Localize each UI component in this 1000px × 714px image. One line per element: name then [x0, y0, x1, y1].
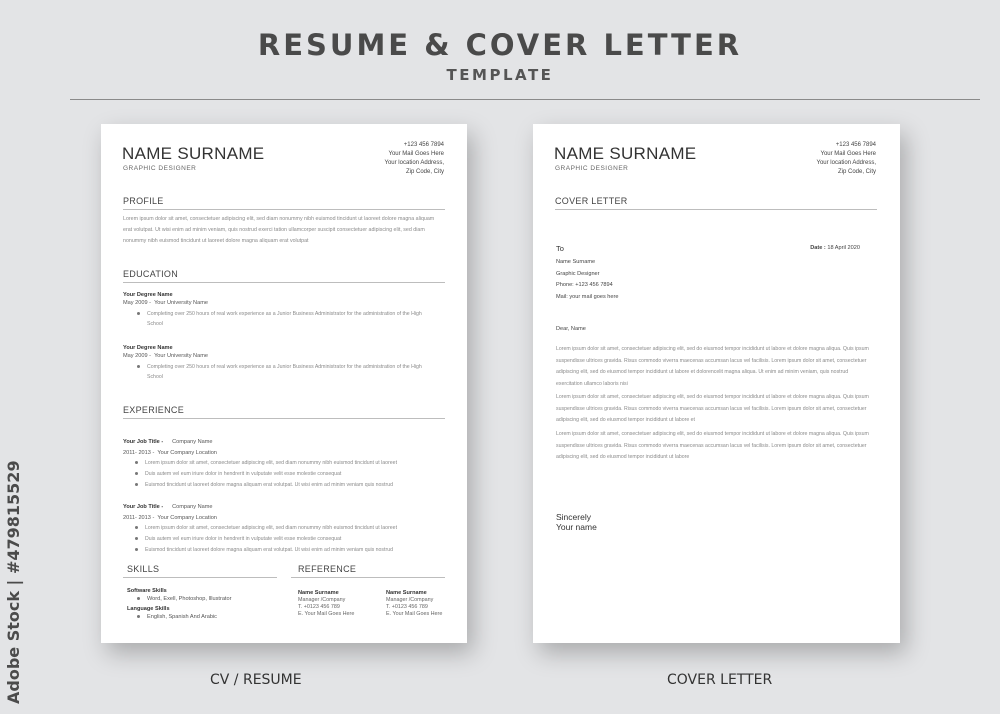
- bullet-dot: [135, 548, 138, 551]
- education-heading: EDUCATION: [123, 269, 179, 279]
- job-title-line: [123, 495, 445, 513]
- cover-letter-page: [533, 124, 900, 643]
- resume-name: NAME SURNAME: [122, 144, 265, 163]
- recipient-mail: Mail: your mail goes here: [556, 293, 619, 300]
- job-bullet: Duis autem vel eum iriure dolor in hendrerit in vulputate velit esse molestie consequat: [123, 534, 445, 544]
- reference-email: E. Your Mail Goes Here: [386, 611, 443, 617]
- cover-letter-heading: COVER LETTER: [555, 196, 628, 206]
- experience-heading: EXPERIENCE: [123, 405, 185, 415]
- bullet-dot: [135, 483, 138, 486]
- job-bullet: Lorem ipsum dolor sit amet, consectetuer adipiscing elit, sed diam nonummy nibh euismod tincidunt ut laoreet: [123, 458, 445, 468]
- recipient-phone: Phone: +123 456 7894: [556, 282, 613, 288]
- company-location: Your Company Location: [157, 450, 217, 456]
- contact-email: Your Mail Goes Here: [388, 151, 444, 157]
- contact-phone: +123 456 7894: [403, 142, 444, 148]
- reference-phone: T. +0123 456 789: [386, 604, 428, 610]
- job-title: Your Job Title -: [123, 439, 164, 445]
- letter-contact-block: [817, 141, 876, 177]
- education-bullet: Completing over 250 hours of real work experience as a Junior Business Administrator for the administration of the High School: [123, 309, 443, 329]
- skill-group-value: Word, Exell, Photoshop, Illustrator: [127, 596, 231, 602]
- bullet-dot: [135, 526, 138, 529]
- letter-signature: Your name: [556, 522, 597, 532]
- job-title: Your Job Title -: [123, 504, 164, 510]
- experience-entry: [123, 430, 445, 490]
- job-date: 2011- 2013 -: [123, 450, 155, 456]
- profile-heading: PROFILE: [123, 196, 164, 206]
- contact-phone: +123 456 7894: [835, 142, 876, 148]
- profile-rule: [123, 209, 445, 210]
- date-label: Date :: [810, 245, 826, 251]
- contact-address: Your location Address,: [816, 160, 876, 166]
- skill-group-name: Language Skills: [127, 606, 170, 612]
- reference-name: Name Surname: [298, 590, 339, 596]
- job-date-line: [123, 515, 445, 521]
- education-rule: [123, 282, 445, 283]
- degree-name: Your Degree Name: [123, 345, 173, 351]
- letter-paragraph: Lorem ipsum dolor sit amet, consectetuer adipiscing elit, sed do eiusmod tempor incididunt ut labore et dolore magna aliqua. Quis ipsum suspendisse ultrices gravida. Risus commodo viverra maecenas accumsan lacus vel facilisis. Lorem ipsum dolor sit amet, consectetuer adipiscing elit, sed do eiusmod tempor incididunt ut labore et: [556, 394, 869, 423]
- company-location: Your Company Location: [157, 515, 217, 521]
- job-bullet: Duis autem vel eum iriure dolor in hendrerit in vulputate velit esse molestie consequat: [123, 469, 445, 479]
- skill-group-value: English, Spanish And Arabic: [127, 614, 231, 620]
- contact-address: Your location Address,: [384, 160, 444, 166]
- reference-name: Name Surname: [386, 590, 427, 596]
- reference-heading: REFERENCE: [298, 564, 357, 574]
- main-title: RESUME & COVER LETTER: [257, 28, 743, 62]
- job-bullet: Euismod tincidunt ut laoreet dolore magna aliquam erat volutpat. Ut wisi enim ad minim veniam quis nostrud: [123, 545, 445, 555]
- to-label: To: [556, 244, 564, 253]
- degree-date-line: [123, 353, 443, 359]
- reference-position: Manager /Company: [386, 597, 434, 603]
- letter-name: NAME SURNAME: [554, 144, 697, 163]
- experience-rule: [123, 418, 445, 419]
- skills-rule: [123, 577, 277, 578]
- bullet-dot: [135, 461, 138, 464]
- title-divider: [70, 99, 980, 100]
- bullet-dot: [137, 312, 140, 315]
- degree-date: May 2009 -: [123, 353, 151, 359]
- experience-entry: [123, 495, 445, 555]
- reference-person: [298, 590, 354, 618]
- reference-position: Manager /Company: [298, 597, 346, 603]
- education-bullet: Completing over 250 hours of real work experience as a Junior Business Administrator for the administration of the High School: [123, 362, 443, 382]
- university-name: Your University Name: [154, 353, 208, 359]
- company-name: Company Name: [172, 439, 213, 445]
- education-entry: [123, 292, 443, 329]
- recipient-name: Name Surname: [556, 259, 596, 265]
- stock-watermark-text: Adobe Stock | #479815529: [4, 460, 23, 704]
- resume-page: [101, 124, 467, 643]
- recipient-block: [556, 257, 619, 303]
- university-name: Your University Name: [154, 300, 208, 306]
- letter-paragraph: Lorem ipsum dolor sit amet, consectetuer adipiscing elit, sed do eiusmod tempor incididunt ut labore et dolore magna aliqua. Quis ipsum suspendisse ultrices gravida. Risus commodo viverra maecenas accumsan lacus vel facilisis. Lorem ipsum dolor sit amet, consectetuer adipiscing elit, sed do eiusmod tempor incididunt ut labore et dolorencelit magna aliqua. Ut enim ad minim veniam, quis nostrud exercitation ullamco laboris nisi: [556, 346, 869, 387]
- salutation: Dear, Name: [556, 326, 586, 332]
- letter-closing: Sincerely: [556, 512, 591, 522]
- resume-contact-block: [385, 141, 444, 177]
- skill-group-name: Software Skills: [127, 588, 167, 594]
- date-value: 18 April 2020: [827, 245, 860, 251]
- job-bullet: Euismod tincidunt ut laoreet dolore magna aliquam erat volutpat. Ut wisi enim ad minim veniam quis nostrud: [123, 480, 445, 490]
- letter-paragraph: Lorem ipsum dolor sit amet, consectetuer adipiscing elit, sed do eiusmod tempor incididunt ut labore et dolore magna aliqua. Quis ipsum suspendisse ultrices gravida. Risus commodo viverra maecenas accumsan lacus vel facilisis. Lorem ipsum dolor sit amet, consectetuer adipiscing elit, sed do eiusmod tempor incididunt ut labore: [556, 431, 869, 460]
- bullet-dot: [137, 365, 140, 368]
- company-name: Company Name: [172, 504, 213, 510]
- resume-caption: CV / RESUME: [210, 672, 302, 688]
- degree-name: Your Degree Name: [123, 292, 173, 298]
- job-date-line: [123, 450, 445, 456]
- skills-heading: SKILLS: [127, 564, 160, 574]
- bullet-dot: [137, 597, 140, 600]
- contact-city: Zip Code, City: [837, 169, 876, 175]
- letter-date: [810, 245, 860, 251]
- bullet-dot: [137, 615, 140, 618]
- reference-person: [386, 590, 442, 618]
- education-entry: [123, 345, 443, 382]
- recipient-title: Graphic Designer: [556, 270, 600, 277]
- reference-phone: T. +0123 456 789: [298, 604, 340, 610]
- reference-email: E. Your Mail Goes Here: [298, 611, 355, 617]
- job-title-line: [123, 430, 445, 448]
- job-bullet: Lorem ipsum dolor sit amet, consectetuer adipiscing elit, sed diam nonummy nibh euismod tincidunt ut laoreet: [123, 523, 445, 533]
- cover-letter-rule: [555, 209, 877, 210]
- contact-city: Zip Code, City: [405, 169, 444, 175]
- skills-list: [127, 588, 231, 620]
- resume-role: GRAPHIC DESIGNER: [123, 165, 197, 172]
- job-date: 2011- 2013 -: [123, 515, 155, 521]
- degree-date: May 2009 -: [123, 300, 151, 306]
- contact-email: Your Mail Goes Here: [820, 151, 876, 157]
- sub-title: TEMPLATE: [446, 66, 554, 84]
- bullet-dot: [135, 537, 138, 540]
- letter-role: GRAPHIC DESIGNER: [555, 165, 629, 172]
- reference-rule: [291, 577, 445, 578]
- profile-text: Lorem ipsum dolor sit amet, consectetuer adipiscing elit, sed diam nonummy nibh euismod tincidunt ut laoreet dolore magna aliquam erat volutpat. Ut wisi enim ad minim veniam, quis nostrud exerci tation ullamcorper suscipit consectetuer adipiscing elit, sed diam nonummy nibh euismod tincidunt ut laoreet dolore magna aliquam erat volutpat: [123, 216, 435, 244]
- letter-caption: COVER LETTER: [667, 672, 773, 688]
- degree-date-line: [123, 300, 443, 306]
- bullet-dot: [135, 472, 138, 475]
